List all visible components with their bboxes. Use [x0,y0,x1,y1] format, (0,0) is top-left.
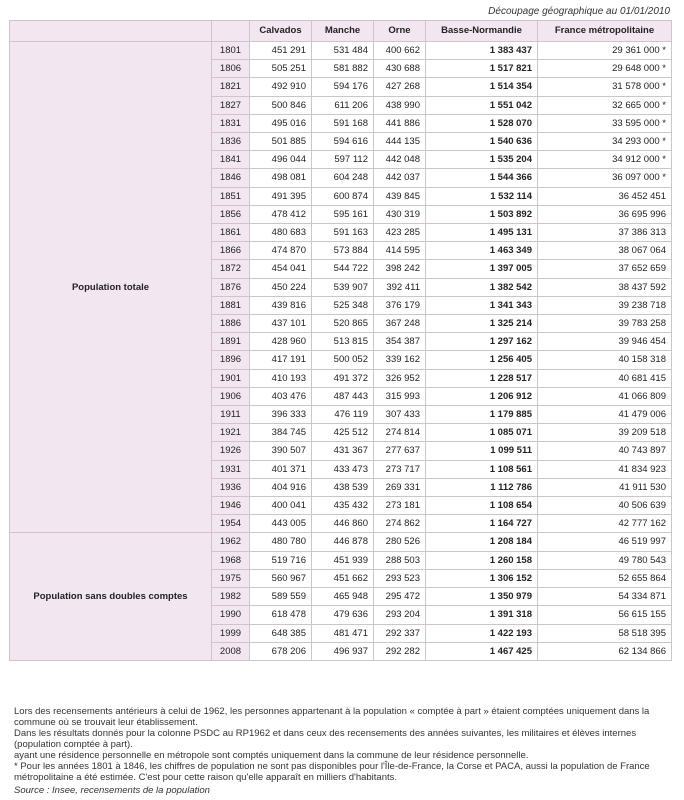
year-cell: 1821 [212,78,250,96]
cell-france-metropolitaine: 58 518 395 [538,624,672,642]
cell-france-metropolitaine: 41 911 530 [538,478,672,496]
year-cell: 1901 [212,369,250,387]
cell-france-metropolitaine: 36 452 451 [538,187,672,205]
cell-basse-normandie: 1 551 042 [426,96,538,114]
cell-france-metropolitaine: 31 578 000 * [538,78,672,96]
cell-basse-normandie: 1 099 511 [426,442,538,460]
year-cell: 1911 [212,406,250,424]
cell-basse-normandie: 1 256 405 [426,351,538,369]
col-header-france-metropolitaine: France métropolitaine [538,21,672,42]
cell-france-metropolitaine: 41 066 809 [538,387,672,405]
header-blank [212,21,250,42]
cell-manche: 573 884 [312,242,374,260]
cell-calvados: 495 016 [250,114,312,132]
year-cell: 1801 [212,42,250,60]
cell-calvados: 501 885 [250,133,312,151]
cell-manche: 431 367 [312,442,374,460]
cell-manche: 435 432 [312,497,374,515]
cell-basse-normandie: 1 306 152 [426,569,538,587]
cell-france-metropolitaine: 37 386 313 [538,224,672,242]
cell-basse-normandie: 1 085 071 [426,424,538,442]
cell-orne: 438 990 [374,96,426,114]
cell-basse-normandie: 1 260 158 [426,551,538,569]
cell-manche: 451 939 [312,551,374,569]
cell-basse-normandie: 1 297 162 [426,333,538,351]
cell-orne: 292 282 [374,642,426,660]
cell-basse-normandie: 1 383 437 [426,42,538,60]
table-row [10,42,672,60]
year-cell: 1982 [212,588,250,606]
year-cell: 1891 [212,333,250,351]
cell-manche: 520 865 [312,315,374,333]
cell-france-metropolitaine: 52 655 864 [538,569,672,587]
cell-manche: 500 052 [312,351,374,369]
col-header-basse-normandie: Basse-Normandie [426,21,538,42]
year-cell: 1906 [212,387,250,405]
cell-basse-normandie: 1 108 654 [426,497,538,515]
cell-calvados: 437 101 [250,315,312,333]
footnote: * Pour les années 1801 à 1846, les chiffres de population ne sont pas disponibles pour l'Île-de-France, la Corse et PACA, aussi la population de France métropolitaine a été estimée. C'est pour cette raison qu'elle apparaît en milliers d'habitants. [14,761,650,783]
year-cell: 1841 [212,151,250,169]
cell-calvados: 480 780 [250,533,312,551]
cell-calvados: 478 412 [250,205,312,223]
cell-france-metropolitaine: 40 506 639 [538,497,672,515]
cell-basse-normandie: 1 532 114 [426,187,538,205]
year-cell: 1896 [212,351,250,369]
footnote: Lors des recensements antérieurs à celui de 1962, les personnes appartenant à la population « comptée à part » étaient comptées uniquement dans la commune où se trouvait leur établissement. [14,706,650,728]
cell-calvados: 410 193 [250,369,312,387]
year-cell: 1962 [212,533,250,551]
cell-orne: 280 526 [374,533,426,551]
cell-calvados: 519 716 [250,551,312,569]
cell-france-metropolitaine: 38 437 592 [538,278,672,296]
year-cell: 1936 [212,478,250,496]
cell-calvados: 474 870 [250,242,312,260]
cell-basse-normandie: 1 164 727 [426,515,538,533]
year-cell: 1990 [212,606,250,624]
cell-manche: 438 539 [312,478,374,496]
census-body [10,42,672,661]
year-cell: 1872 [212,260,250,278]
year-cell: 1876 [212,278,250,296]
cell-calvados: 404 916 [250,478,312,496]
header-blank [10,21,212,42]
cell-calvados: 451 291 [250,42,312,60]
cell-basse-normandie: 1 540 636 [426,133,538,151]
cell-orne: 273 717 [374,460,426,478]
cell-manche: 496 937 [312,642,374,660]
cell-orne: 288 503 [374,551,426,569]
cell-orne: 367 248 [374,315,426,333]
year-cell: 1999 [212,624,250,642]
footnotes [14,706,674,783]
cell-basse-normandie: 1 544 366 [426,169,538,187]
cell-calvados: 500 846 [250,96,312,114]
cell-manche: 446 878 [312,533,374,551]
year-cell: 1881 [212,296,250,314]
year-cell: 1861 [212,224,250,242]
cell-manche: 539 907 [312,278,374,296]
group-label: Population totale [10,42,212,533]
cell-calvados: 648 385 [250,624,312,642]
cell-orne: 414 595 [374,242,426,260]
cell-manche: 600 874 [312,187,374,205]
cell-manche: 491 372 [312,369,374,387]
cell-orne: 430 319 [374,205,426,223]
cell-orne: 423 285 [374,224,426,242]
cell-basse-normandie: 1 206 912 [426,387,538,405]
year-cell: 1975 [212,569,250,587]
cell-manche: 465 948 [312,588,374,606]
cell-orne: 273 181 [374,497,426,515]
cell-calvados: 505 251 [250,60,312,78]
year-cell: 1831 [212,114,250,132]
cell-calvados: 678 206 [250,642,312,660]
cell-manche: 591 168 [312,114,374,132]
cell-basse-normandie: 1 495 131 [426,224,538,242]
cell-basse-normandie: 1 514 354 [426,78,538,96]
year-cell: 1946 [212,497,250,515]
cell-calvados: 618 478 [250,606,312,624]
cell-calvados: 498 081 [250,169,312,187]
year-cell: 1926 [212,442,250,460]
cell-france-metropolitaine: 34 912 000 * [538,151,672,169]
cell-france-metropolitaine: 34 293 000 * [538,133,672,151]
cell-orne: 293 523 [374,569,426,587]
year-cell: 1846 [212,169,250,187]
cell-calvados: 396 333 [250,406,312,424]
cell-calvados: 492 910 [250,78,312,96]
cell-orne: 293 204 [374,606,426,624]
col-header-orne: Orne [374,21,426,42]
cell-orne: 427 268 [374,78,426,96]
cell-manche: 595 161 [312,205,374,223]
cell-basse-normandie: 1 208 184 [426,533,538,551]
cell-calvados: 560 967 [250,569,312,587]
cell-orne: 400 662 [374,42,426,60]
year-cell: 1806 [212,60,250,78]
cell-orne: 354 387 [374,333,426,351]
cell-calvados: 403 476 [250,387,312,405]
cell-basse-normandie: 1 179 885 [426,406,538,424]
cell-calvados: 417 191 [250,351,312,369]
cell-calvados: 491 395 [250,187,312,205]
header-row [10,21,672,42]
cell-france-metropolitaine: 46 519 997 [538,533,672,551]
cell-france-metropolitaine: 29 361 000 * [538,42,672,60]
year-cell: 1851 [212,187,250,205]
cell-manche: 594 616 [312,133,374,151]
cell-france-metropolitaine: 36 695 996 [538,205,672,223]
cell-manche: 476 119 [312,406,374,424]
census-table [9,20,672,661]
cell-orne: 444 135 [374,133,426,151]
cell-orne: 376 179 [374,296,426,314]
cell-orne: 430 688 [374,60,426,78]
cell-calvados: 450 224 [250,278,312,296]
cell-orne: 307 433 [374,406,426,424]
cell-orne: 315 993 [374,387,426,405]
cell-orne: 292 337 [374,624,426,642]
cell-calvados: 589 559 [250,588,312,606]
cell-france-metropolitaine: 40 158 318 [538,351,672,369]
cell-manche: 581 882 [312,60,374,78]
cell-france-metropolitaine: 33 595 000 * [538,114,672,132]
group-label: Population sans doubles comptes [10,533,212,660]
year-cell: 1968 [212,551,250,569]
cell-orne: 277 637 [374,442,426,460]
cell-france-metropolitaine: 32 665 000 * [538,96,672,114]
cell-basse-normandie: 1 528 070 [426,114,538,132]
cell-orne: 439 845 [374,187,426,205]
cell-basse-normandie: 1 228 517 [426,369,538,387]
cell-basse-normandie: 1 397 005 [426,260,538,278]
cell-orne: 326 952 [374,369,426,387]
cell-france-metropolitaine: 40 743 897 [538,442,672,460]
cell-manche: 591 163 [312,224,374,242]
cell-france-metropolitaine: 41 834 923 [538,460,672,478]
cell-basse-normandie: 1 391 318 [426,606,538,624]
cell-basse-normandie: 1 325 214 [426,315,538,333]
cell-calvados: 454 041 [250,260,312,278]
cell-basse-normandie: 1 341 343 [426,296,538,314]
cell-manche: 446 860 [312,515,374,533]
cell-calvados: 480 683 [250,224,312,242]
cell-manche: 479 636 [312,606,374,624]
cell-orne: 442 037 [374,169,426,187]
cell-manche: 611 206 [312,96,374,114]
cell-basse-normandie: 1 463 349 [426,242,538,260]
col-header-calvados: Calvados [250,21,312,42]
year-cell: 1836 [212,133,250,151]
year-cell: 1954 [212,515,250,533]
cell-manche: 594 176 [312,78,374,96]
footnote: ayant une résidence personnelle en métropole sont comptés uniquement dans la commune de leur résidence personnelle. [14,750,529,761]
cell-manche: 481 471 [312,624,374,642]
cell-orne: 295 472 [374,588,426,606]
cell-orne: 274 814 [374,424,426,442]
cell-france-metropolitaine: 62 134 866 [538,642,672,660]
cell-basse-normandie: 1 503 892 [426,205,538,223]
table-row [10,533,672,551]
cell-basse-normandie: 1 108 561 [426,460,538,478]
cell-france-metropolitaine: 41 479 006 [538,406,672,424]
cell-manche: 604 248 [312,169,374,187]
cell-france-metropolitaine: 54 334 871 [538,588,672,606]
cell-calvados: 439 816 [250,296,312,314]
cell-france-metropolitaine: 39 209 518 [538,424,672,442]
cell-france-metropolitaine: 29 648 000 * [538,60,672,78]
cell-france-metropolitaine: 40 681 415 [538,369,672,387]
geo-note: Découpage géographique au 01/01/2010 [488,6,670,17]
year-cell: 1886 [212,315,250,333]
cell-france-metropolitaine: 37 652 659 [538,260,672,278]
cell-calvados: 401 371 [250,460,312,478]
cell-manche: 513 815 [312,333,374,351]
cell-manche: 525 348 [312,296,374,314]
cell-calvados: 400 041 [250,497,312,515]
cell-calvados: 496 044 [250,151,312,169]
cell-france-metropolitaine: 38 067 064 [538,242,672,260]
cell-manche: 487 443 [312,387,374,405]
cell-france-metropolitaine: 39 946 454 [538,333,672,351]
cell-france-metropolitaine: 39 238 718 [538,296,672,314]
cell-france-metropolitaine: 56 615 155 [538,606,672,624]
cell-orne: 274 862 [374,515,426,533]
year-cell: 2008 [212,642,250,660]
cell-basse-normandie: 1 350 979 [426,588,538,606]
cell-calvados: 428 960 [250,333,312,351]
cell-orne: 269 331 [374,478,426,496]
cell-calvados: 443 005 [250,515,312,533]
year-cell: 1827 [212,96,250,114]
cell-france-metropolitaine: 39 783 258 [538,315,672,333]
cell-manche: 544 722 [312,260,374,278]
cell-manche: 597 112 [312,151,374,169]
year-cell: 1866 [212,242,250,260]
col-header-manche: Manche [312,21,374,42]
year-cell: 1921 [212,424,250,442]
cell-france-metropolitaine: 36 097 000 * [538,169,672,187]
cell-calvados: 384 745 [250,424,312,442]
source-note: Source : Insee, recensements de la population [14,785,210,796]
cell-manche: 531 484 [312,42,374,60]
cell-orne: 339 162 [374,351,426,369]
cell-manche: 425 512 [312,424,374,442]
cell-orne: 392 411 [374,278,426,296]
cell-manche: 451 662 [312,569,374,587]
cell-basse-normandie: 1 382 542 [426,278,538,296]
cell-orne: 398 242 [374,260,426,278]
cell-manche: 433 473 [312,460,374,478]
year-cell: 1931 [212,460,250,478]
cell-basse-normandie: 1 422 193 [426,624,538,642]
cell-orne: 442 048 [374,151,426,169]
year-cell: 1856 [212,205,250,223]
cell-france-metropolitaine: 49 780 543 [538,551,672,569]
cell-basse-normandie: 1 535 204 [426,151,538,169]
cell-basse-normandie: 1 467 425 [426,642,538,660]
cell-basse-normandie: 1 112 786 [426,478,538,496]
cell-basse-normandie: 1 517 821 [426,60,538,78]
cell-calvados: 390 507 [250,442,312,460]
cell-france-metropolitaine: 42 777 162 [538,515,672,533]
footnote: Dans les résultats donnés pour la colonne PSDC au RP1962 et dans ceux des recensements des années suivantes, les militaires et élèves internes (population comptée à part). [14,728,637,750]
cell-orne: 441 886 [374,114,426,132]
